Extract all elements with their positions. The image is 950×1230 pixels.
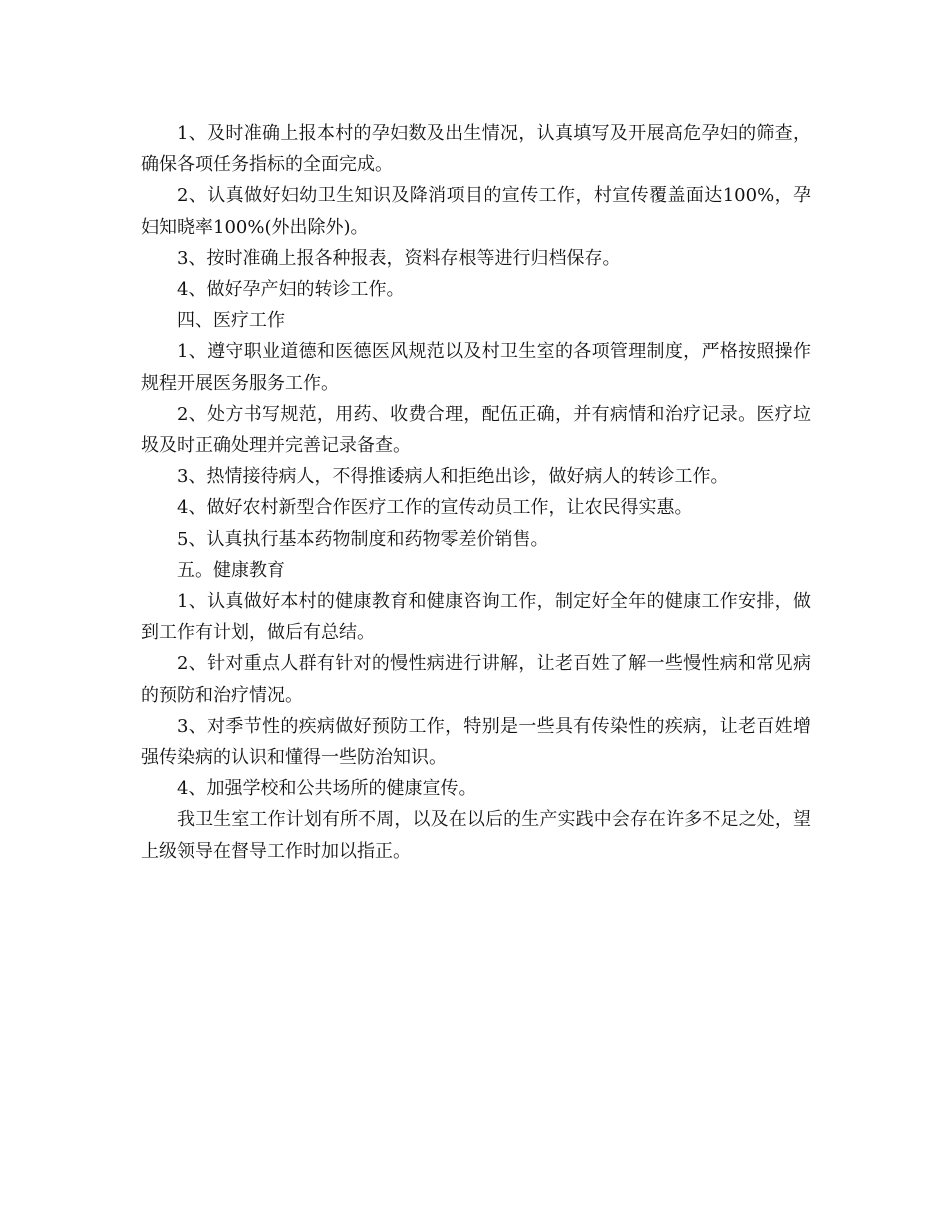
paragraph-professional-ethics: 1、遵守职业道德和医德医风规范以及村卫生室的各项管理制度，严格按照操作规程开展医务服务工作。 xyxy=(141,341,811,394)
document-body xyxy=(141,118,811,867)
paragraph-seasonal-prevention: 3、对季节性的疾病做好预防工作，特别是一些具有传染性的疾病，让老百姓增强传染病的认识和懂得一些防治知识。 xyxy=(141,715,811,769)
paragraph-report-filing: 3、按时准确上报各种报表，资料存根等进行归档保存。 xyxy=(177,247,621,269)
section-heading-health-education: 五。健康教育 xyxy=(177,559,285,581)
paragraph-essential-drugs: 5、认真执行基本药物制度和药物零差价销售。 xyxy=(177,528,549,550)
paragraph-prescription-standards: 2、处方书写规范，用药、收费合理，配伍正确，并有病情和治疗记录。医疗垃圾及时正确处理并完善记录备查。 xyxy=(141,403,811,457)
paragraph-closing-remarks: 我卫生室工作计划有所不周，以及在以后的生产实践中会存在许多不足之处，望上级领导在督导工作时加以指正。 xyxy=(141,809,811,862)
section-heading-medical-work: 四、医疗工作 xyxy=(177,310,285,332)
paragraph-health-publicity: 2、认真做好妇幼卫生知识及降消项目的宣传工作，村宣传覆盖面达100%，孕妇知晓率100%(外出除外)。 xyxy=(141,185,811,238)
paragraph-patient-reception: 3、热情接待病人，不得推诿病人和拒绝出诊，做好病人的转诊工作。 xyxy=(177,466,729,488)
paragraph-maternal-referral: 4、做好孕产妇的转诊工作。 xyxy=(177,279,405,301)
paragraph-school-publicity: 4、加强学校和公共场所的健康宣传。 xyxy=(177,778,477,800)
paragraph-cooperative-medical: 4、做好农村新型合作医疗工作的宣传动员工作，让农民得实惠。 xyxy=(177,497,693,519)
paragraph-chronic-disease: 2、针对重点人群有针对的慢性病进行讲解，让老百姓了解一些慢性病和常见病的预防和治疗情况。 xyxy=(141,653,811,706)
paragraph-health-consulting: 1、认真做好本村的健康教育和健康咨询工作，制定好全年的健康工作安排，做到工作有计划，做后有总结。 xyxy=(141,591,811,644)
paragraph-maternal-reporting: 1、及时准确上报本村的孕妇数及出生情况，认真填写及开展高危孕妇的筛查，确保各项任务指标的全面完成。 xyxy=(141,123,811,176)
